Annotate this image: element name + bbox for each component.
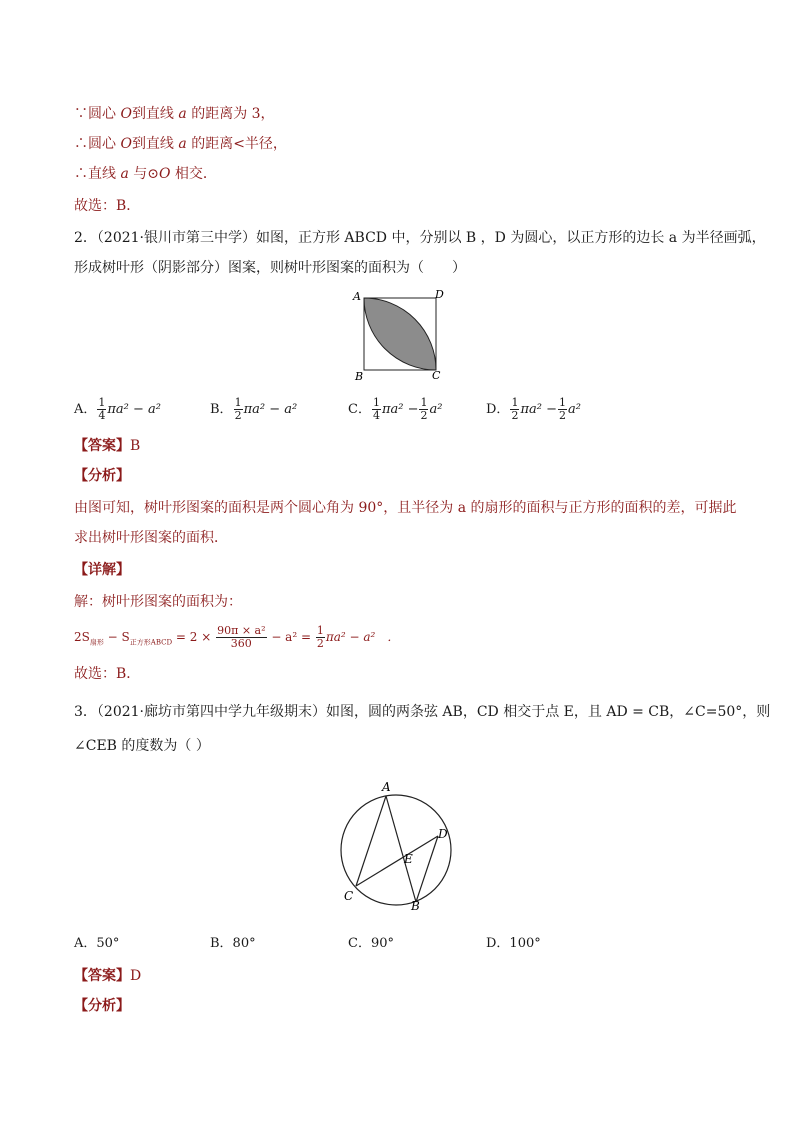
label-b: B — [355, 370, 364, 383]
q3-option-d[interactable]: D．100° — [486, 936, 541, 951]
circle — [341, 795, 451, 905]
q3-option-b[interactable]: B．80° — [210, 936, 256, 951]
label-b: B — [411, 899, 420, 911]
q2-analysis-tag: 【分析】 — [74, 468, 130, 484]
label-a: A — [382, 780, 391, 794]
q2-option-c[interactable]: C． $\frac{1}{4}$ πa² − $\frac{1}{2}$ a² — [348, 396, 443, 422]
q3-analysis-tag: 【分析】 — [74, 998, 130, 1014]
q3-answer: 【答案】D — [74, 968, 142, 984]
q2-stem-line-1: 2．（2021·银川市第三中学）如图，正方形 ABCD 中，分别以 B ，D 为圆心，以正方形的边长 a 为半径画弧， — [74, 230, 766, 246]
solution-line-3: ∴直线 a 与⊙O 相交． — [74, 166, 217, 182]
solution-answer: 故选：B． — [74, 198, 141, 214]
label-d: D — [435, 288, 444, 301]
q2-analysis-line-2: 求出树叶形图案的面积． — [74, 530, 228, 546]
q3-stem-line-1: 3．（2021·廊坊市第四中学九年级期末）如图，圆的两条弦 AB，CD 相交于点 E，且 AD = CB，∠C=50°，则 — [74, 704, 771, 720]
q2-detail-tag: 【详解】 — [74, 562, 130, 578]
label-c: C — [432, 369, 441, 382]
chord-ab — [386, 796, 416, 902]
q2-option-a[interactable]: A． $\frac{1}{4}$ πa² − a² — [74, 396, 162, 422]
chord-db — [416, 836, 438, 902]
q2-square-leaf-figure — [344, 286, 454, 384]
leaf-shaded-region — [364, 298, 436, 370]
label-a: A — [353, 290, 361, 303]
label-e: E — [404, 852, 413, 866]
q2-option-d[interactable]: D． $\frac{1}{2}$ πa² − $\frac{1}{2}$ a² — [486, 396, 581, 422]
q2-option-b[interactable]: B． $\frac{1}{2}$ πa² − a² — [210, 396, 298, 422]
label-c: C — [344, 889, 354, 903]
chord-cd — [356, 836, 438, 886]
solution-line-2: ∴圆心 O到直线 a 的距离<半径， — [74, 136, 287, 152]
q2-final-answer: 故选：B． — [74, 666, 141, 682]
q2-detail-line-1: 解：树叶形图案的面积为： — [74, 594, 242, 610]
q3-option-a[interactable]: A．50° — [74, 936, 120, 951]
chord-ac — [356, 796, 386, 886]
q3-stem-line-2: ∠CEB 的度数为（ ） — [74, 738, 210, 754]
q2-formula: $2S_{扇形} - S_{正方形ABCD} = 2$ × $\frac{\text{90π × a²}}{360}$ − a² = $\frac{1}{2}$ πa² − a² ． — [74, 624, 400, 650]
q2-analysis-line-1: 由图可知，树叶形图案的面积是两个圆心角为 90°，且半径为 a 的扇形的面积与正方形的面积的差，可据此 — [74, 500, 737, 516]
q3-circle-figure — [330, 776, 460, 911]
q2-stem-line-2: 形成树叶形（阴影部分）图案，则树叶形图案的面积为（ ） — [74, 260, 466, 276]
q2-answer: 【答案】B — [74, 438, 141, 454]
q3-option-c[interactable]: C．90° — [348, 936, 394, 951]
label-d: D — [438, 827, 448, 841]
solution-line-1: ∵圆心 O到直线 a 的距离为 3， — [74, 106, 275, 122]
